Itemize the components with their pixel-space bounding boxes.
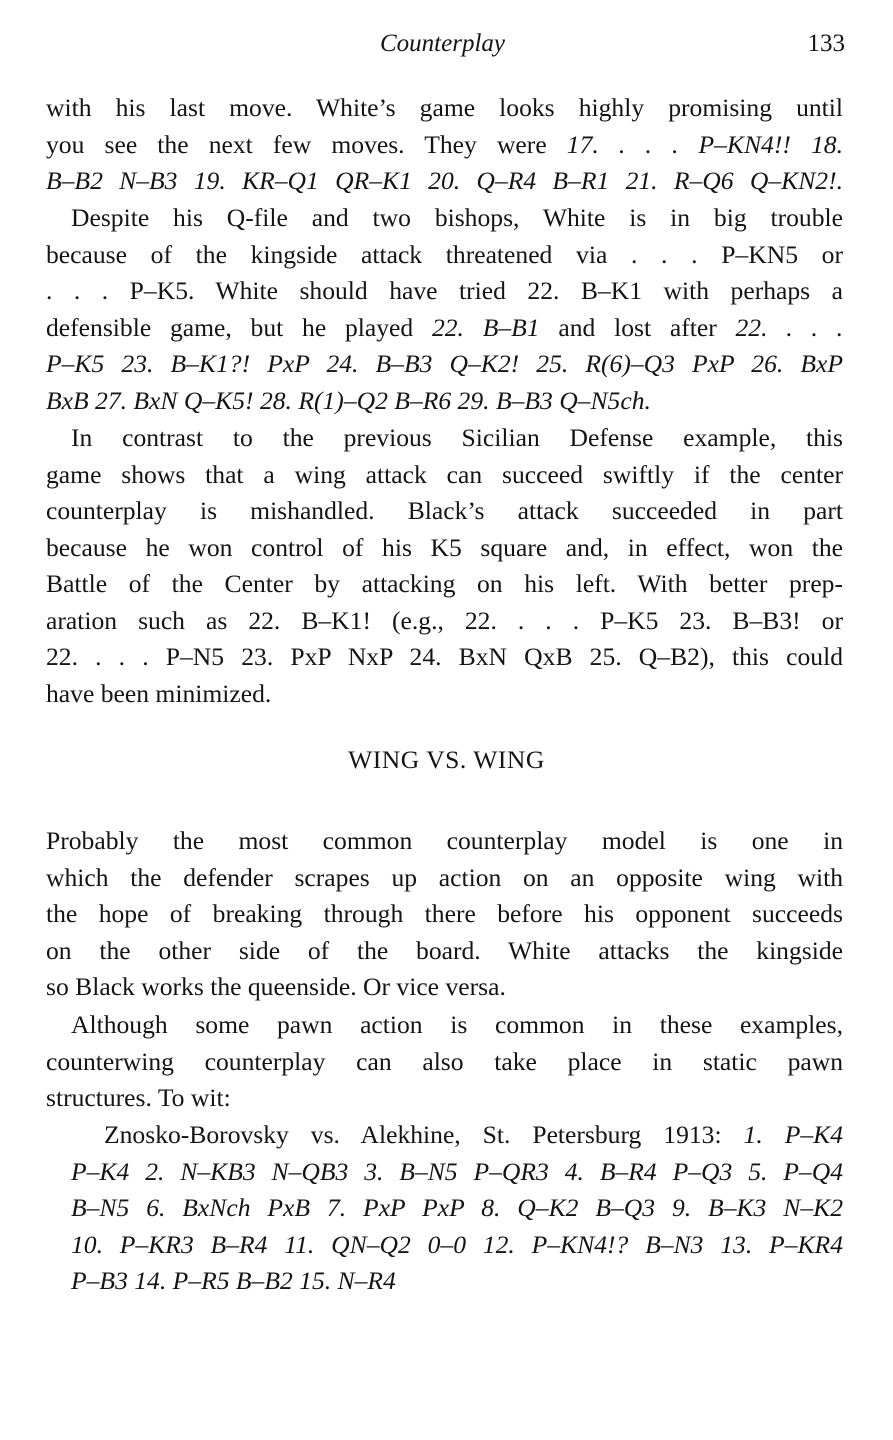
text-span: aration such as 22. B–K1! (e.g., 22. . . . P–K5 23. B–B3! or	[46, 605, 843, 635]
text-span: so Black works the queenside. Or vice versa.	[46, 972, 506, 1001]
text-span: game shows that a wing attack can succeed swiftly if the center	[46, 459, 843, 489]
text-span: counterwing counterplay can also take place in static pawn	[46, 1046, 843, 1076]
text-span: because he won control of his K5 square and, in effect, won the	[46, 532, 843, 562]
move-notation: 1. P–K4	[743, 1120, 843, 1149]
text-span: because of the kingside attack threatened via . . . P–KN5 or	[46, 239, 843, 269]
paragraph-6-game-score	[46, 1117, 843, 1300]
text-line	[46, 603, 843, 640]
text-span: Despite his Q-file and two bishops, White is in big trouble	[71, 203, 843, 232]
text-line	[46, 200, 843, 237]
text-line	[46, 383, 843, 420]
text-span: counterplay is mishandled. Black’s attack succeeded in part	[46, 496, 843, 525]
text-span: with his last move. White’s game looks highly promising until	[46, 93, 843, 122]
text-span: In contrast to the previous Sicilian Defense example, this	[71, 423, 843, 452]
text-line	[46, 1227, 843, 1264]
text-span: . . . P–K5. White should have tried 22. B–K1 with perhaps a	[46, 276, 843, 305]
move-notation: 22. . . .	[735, 312, 844, 342]
paragraph-3	[46, 420, 843, 712]
text-line	[46, 639, 843, 676]
text-line	[46, 1080, 843, 1117]
text-line	[46, 346, 843, 383]
move-notation: B–N5 6. BxNch PxB 7. PxP PxP 8. Q–K2 B–Q3 9. B–K3 N–K2	[71, 1193, 843, 1222]
text-span: on the other side of the board. White attacks the kingside	[46, 935, 843, 965]
section-heading: WING VS. WING	[348, 745, 545, 774]
text-line	[46, 457, 843, 494]
text-span: defensible game, but he played	[46, 312, 432, 342]
paragraph-4	[46, 823, 843, 1006]
text-line	[46, 676, 843, 713]
text-line	[46, 823, 843, 860]
move-notation: BxB 27. BxN Q–K5! 28. R(1)–Q2 B–R6 29. B–B3 Q–N5ch.	[46, 385, 651, 415]
text-line	[46, 493, 843, 530]
text-line	[46, 1154, 843, 1191]
text-line	[46, 933, 843, 970]
text-line	[46, 860, 843, 897]
running-title: Counterplay	[380, 30, 505, 57]
text-line	[46, 420, 843, 457]
text-line	[46, 969, 843, 1006]
move-notation: P–K5 23. B–K1?! PxP 24. B–B3 Q–K2! 25. R(6)–Q3 PxP 26. BxP	[46, 349, 843, 378]
text-span: the hope of breaking through there before his opponent succeeds	[46, 899, 843, 928]
move-notation: P–K4 2. N–KB3 N–QB3 3. B–N5 P–QR3 4. B–R4 P–Q3 5. P–Q4	[71, 1156, 843, 1186]
text-line	[46, 310, 843, 347]
game-citation: Znosko-Borovsky vs. Alekhine, St. Petersburg 1913:	[104, 1120, 744, 1149]
text-span: 22. . . . P–N5 23. PxP NxP 24. BxN QxB 25. Q–B2), this could	[46, 642, 843, 671]
text-line	[46, 127, 843, 164]
text-span: Battle of the Center by attacking on his left. With better prep-	[46, 569, 843, 598]
text-line	[46, 1190, 843, 1227]
text-line	[46, 163, 843, 200]
text-span: and lost after	[539, 312, 736, 342]
text-line	[46, 566, 843, 603]
text-line	[46, 1044, 843, 1081]
move-notation: 22. B–B1	[431, 312, 540, 342]
text-span: Probably the most common counterplay model is one in	[46, 826, 843, 855]
move-notation: 17. . . . P–KN4!! 18.	[566, 129, 843, 159]
move-notation: P–B3 14. P–R5 B–B2 15. N–R4	[71, 1266, 396, 1295]
text-line	[46, 1263, 843, 1300]
page-number: 133	[807, 30, 845, 57]
move-notation: 10. P–KR3 B–R4 11. QN–Q2 0–0 12. P–KN4!? B–N3 13. P–KR4	[71, 1229, 843, 1259]
text-line	[46, 1117, 843, 1154]
text-line	[46, 237, 843, 274]
text-span: which the defender scrapes up action on an opposite wing with	[46, 862, 843, 892]
text-span: Although some pawn action is common in these examples,	[71, 1010, 843, 1039]
text-line	[46, 896, 843, 933]
text-line	[46, 1007, 843, 1044]
move-notation: B–B2 N–B3 19. KR–Q1 QR–K1 20. Q–R4 B–R1 21. R–Q6 Q–KN2!.	[46, 166, 843, 195]
text-line	[46, 530, 843, 567]
text-line	[46, 90, 843, 127]
paragraph-2	[46, 200, 843, 419]
running-head	[0, 28, 893, 60]
text-span: have been minimized.	[46, 678, 272, 708]
text-span: structures. To wit:	[46, 1083, 231, 1112]
paragraph-1	[46, 90, 843, 200]
paragraph-5	[46, 1007, 843, 1117]
text-span: you see the next few moves. They were	[46, 129, 567, 159]
text-line	[46, 273, 843, 310]
